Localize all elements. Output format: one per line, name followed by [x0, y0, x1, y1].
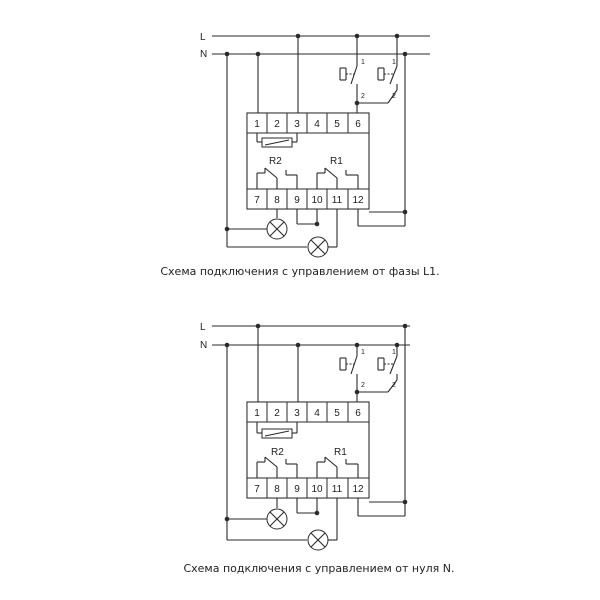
diagram-phase-control — [160, 32, 439, 278]
svg-text:5: 5 — [334, 119, 340, 130]
svg-text:10: 10 — [311, 195, 323, 206]
svg-text:1: 1 — [254, 408, 260, 419]
svg-text:4: 4 — [314, 408, 320, 419]
svg-text:2: 2 — [392, 382, 396, 389]
svg-text:9: 9 — [294, 195, 300, 206]
svg-text:5: 5 — [334, 408, 340, 419]
svg-text:8: 8 — [274, 195, 280, 206]
svg-text:1: 1 — [392, 59, 396, 66]
svg-text:11: 11 — [331, 195, 343, 206]
svg-text:R2: R2 — [269, 156, 282, 167]
svg-text:1: 1 — [254, 119, 260, 130]
push-button-2 — [378, 36, 397, 103]
line-bus-label: L — [200, 32, 206, 43]
svg-text:R1: R1 — [334, 447, 347, 458]
svg-text:2: 2 — [361, 382, 365, 389]
svg-text:1: 1 — [392, 349, 396, 356]
svg-text:7: 7 — [254, 195, 260, 206]
svg-text:2: 2 — [361, 93, 365, 100]
svg-text:R1: R1 — [330, 156, 343, 167]
svg-text:10: 10 — [311, 484, 323, 495]
svg-text:6: 6 — [355, 408, 361, 419]
diagram-neutral-control — [183, 322, 454, 575]
svg-text:8: 8 — [274, 484, 280, 495]
svg-text:6: 6 — [355, 119, 361, 130]
push-button-1 — [340, 36, 365, 103]
svg-text:1: 1 — [361, 349, 365, 356]
push-button-2 — [378, 345, 397, 392]
top-terminals — [247, 402, 369, 422]
caption-phase: Схема подключения с управлением от фазы L1. — [160, 265, 440, 278]
bottom-terminals — [247, 478, 369, 498]
svg-text:7: 7 — [254, 484, 260, 495]
bottom-terminals — [247, 189, 369, 209]
svg-text:R2: R2 — [271, 447, 284, 458]
push-button-1 — [340, 345, 365, 392]
svg-text:3: 3 — [294, 119, 300, 130]
svg-text:11: 11 — [331, 484, 343, 495]
svg-text:1: 1 — [361, 59, 365, 66]
caption-neutral: Схема подключения с управлением от нуля N. — [183, 562, 455, 575]
neutral-bus-label: N — [200, 340, 208, 351]
svg-text:2: 2 — [274, 119, 280, 130]
svg-text:9: 9 — [294, 484, 300, 495]
neutral-bus-label: N — [200, 49, 208, 60]
line-bus-label: L — [200, 322, 206, 333]
svg-text:12: 12 — [352, 484, 364, 495]
svg-text:12: 12 — [352, 195, 364, 206]
svg-text:3: 3 — [294, 408, 300, 419]
top-terminals — [247, 113, 369, 133]
svg-text:4: 4 — [314, 119, 320, 130]
svg-text:2: 2 — [392, 93, 396, 100]
svg-text:2: 2 — [274, 408, 280, 419]
